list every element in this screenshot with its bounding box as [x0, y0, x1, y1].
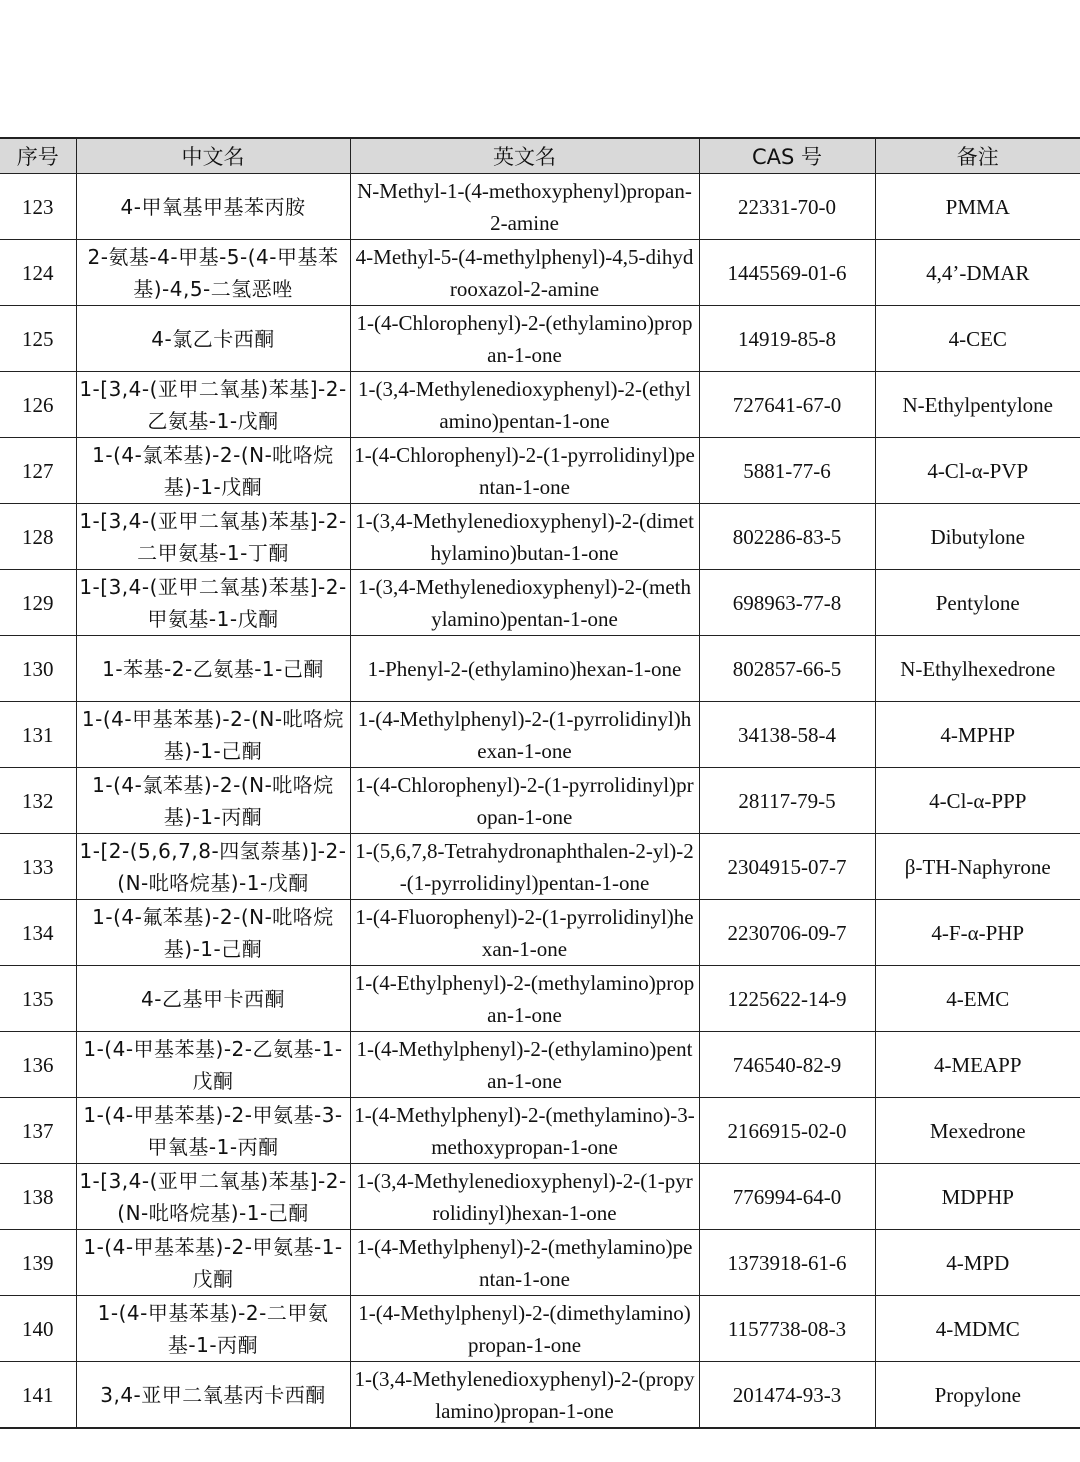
cell-serial-number: 127 [0, 438, 76, 504]
cell-chinese-name: 1-(4-甲基苯基)-2-二甲氨基-1-丙酮 [76, 1296, 350, 1362]
cell-serial-number: 124 [0, 240, 76, 306]
cell-serial-number: 138 [0, 1164, 76, 1230]
cell-remarks: Propylone [875, 1362, 1080, 1429]
cell-chinese-name: 4-甲氧基甲基苯丙胺 [76, 174, 350, 240]
cell-cas-number: 34138-58-4 [699, 702, 875, 768]
cell-serial-number: 136 [0, 1032, 76, 1098]
table-row [0, 1098, 1080, 1164]
substance-table [0, 137, 1080, 1429]
cell-serial-number: 135 [0, 966, 76, 1032]
cell-chinese-name: 1-[2-(5,6,7,8-四氢萘基)]-2-(N-吡咯烷基)-1-戊酮 [76, 834, 350, 900]
table-row [0, 702, 1080, 768]
cell-chinese-name: 1-[3,4-(亚甲二氧基)苯基]-2-(N-吡咯烷基)-1-己酮 [76, 1164, 350, 1230]
cell-serial-number: 123 [0, 174, 76, 240]
table-row [0, 240, 1080, 306]
cell-serial-number: 140 [0, 1296, 76, 1362]
cell-english-name: 1-(4-Fluorophenyl)-2-(1-pyrrolidinyl)hexan-1-one [350, 900, 699, 966]
cell-serial-number: 141 [0, 1362, 76, 1429]
cell-remarks: Mexedrone [875, 1098, 1080, 1164]
cell-serial-number: 137 [0, 1098, 76, 1164]
cell-cas-number: 22331-70-0 [699, 174, 875, 240]
cell-remarks: Pentylone [875, 570, 1080, 636]
cell-cas-number: 1157738-08-3 [699, 1296, 875, 1362]
table-row [0, 570, 1080, 636]
cell-cas-number: 746540-82-9 [699, 1032, 875, 1098]
cell-remarks: 4-MPHP [875, 702, 1080, 768]
cell-serial-number: 132 [0, 768, 76, 834]
cell-remarks: 4-MPD [875, 1230, 1080, 1296]
cell-remarks: 4,4’-DMAR [875, 240, 1080, 306]
header-serial-number: 序号 [0, 138, 76, 174]
table-row [0, 1296, 1080, 1362]
header-chinese-name: 中文名 [76, 138, 350, 174]
table-row [0, 900, 1080, 966]
cell-remarks: Dibutylone [875, 504, 1080, 570]
cell-cas-number: 2304915-07-7 [699, 834, 875, 900]
cell-english-name: 1-(4-Chlorophenyl)-2-(1-pyrrolidinyl)pentan-1-one [350, 438, 699, 504]
cell-serial-number: 129 [0, 570, 76, 636]
cell-remarks: 4-Cl-α-PVP [875, 438, 1080, 504]
cell-english-name: 1-(3,4-Methylenedioxyphenyl)-2-(1-pyrrolidinyl)hexan-1-one [350, 1164, 699, 1230]
cell-chinese-name: 1-(4-甲基苯基)-2-甲氨基-1-戊酮 [76, 1230, 350, 1296]
cell-english-name: 1-(5,6,7,8-Tetrahydronaphthalen-2-yl)-2-(1-pyrrolidinyl)pentan-1-one [350, 834, 699, 900]
cell-remarks: 4-EMC [875, 966, 1080, 1032]
cell-english-name: 1-(4-Methylphenyl)-2-(dimethylamino)propan-1-one [350, 1296, 699, 1362]
cell-remarks: β-TH-Naphyrone [875, 834, 1080, 900]
cell-cas-number: 5881-77-6 [699, 438, 875, 504]
substance-table-container [0, 137, 1080, 1429]
cell-serial-number: 125 [0, 306, 76, 372]
cell-chinese-name: 1-(4-氟苯基)-2-(N-吡咯烷基)-1-己酮 [76, 900, 350, 966]
table-row [0, 1164, 1080, 1230]
cell-english-name: 1-(3,4-Methylenedioxyphenyl)-2-(ethylamino)pentan-1-one [350, 372, 699, 438]
cell-serial-number: 134 [0, 900, 76, 966]
cell-chinese-name: 1-(4-甲基苯基)-2-甲氨基-3-甲氧基-1-丙酮 [76, 1098, 350, 1164]
cell-english-name: 1-Phenyl-2-(ethylamino)hexan-1-one [350, 636, 699, 702]
table-body [0, 174, 1080, 1429]
cell-cas-number: 2166915-02-0 [699, 1098, 875, 1164]
header-cas-number: CAS 号 [699, 138, 875, 174]
cell-serial-number: 128 [0, 504, 76, 570]
cell-chinese-name: 2-氨基-4-甲基-5-(4-甲基苯基)-4,5-二氢恶唑 [76, 240, 350, 306]
cell-chinese-name: 1-[3,4-(亚甲二氧基)苯基]-2-二甲氨基-1-丁酮 [76, 504, 350, 570]
table-row [0, 174, 1080, 240]
cell-cas-number: 776994-64-0 [699, 1164, 875, 1230]
cell-serial-number: 126 [0, 372, 76, 438]
cell-english-name: 1-(4-Ethylphenyl)-2-(methylamino)propan-1-one [350, 966, 699, 1032]
cell-english-name: 1-(4-Chlorophenyl)-2-(1-pyrrolidinyl)propan-1-one [350, 768, 699, 834]
cell-cas-number: 802286-83-5 [699, 504, 875, 570]
cell-cas-number: 28117-79-5 [699, 768, 875, 834]
cell-serial-number: 130 [0, 636, 76, 702]
cell-chinese-name: 1-(4-甲基苯基)-2-(N-吡咯烷基)-1-己酮 [76, 702, 350, 768]
cell-serial-number: 131 [0, 702, 76, 768]
table-row [0, 372, 1080, 438]
header-row [0, 138, 1080, 174]
cell-english-name: N-Methyl-1-(4-methoxyphenyl)propan-2-amine [350, 174, 699, 240]
cell-cas-number: 1373918-61-6 [699, 1230, 875, 1296]
cell-english-name: 1-(3,4-Methylenedioxyphenyl)-2-(propylamino)propan-1-one [350, 1362, 699, 1429]
table-row [0, 834, 1080, 900]
cell-cas-number: 727641-67-0 [699, 372, 875, 438]
cell-english-name: 1-(4-Methylphenyl)-2-(methylamino)-3-methoxypropan-1-one [350, 1098, 699, 1164]
cell-english-name: 1-(4-Methylphenyl)-2-(1-pyrrolidinyl)hexan-1-one [350, 702, 699, 768]
cell-english-name: 1-(4-Methylphenyl)-2-(methylamino)pentan-1-one [350, 1230, 699, 1296]
cell-chinese-name: 1-(4-氯苯基)-2-(N-吡咯烷基)-1-戊酮 [76, 438, 350, 504]
table-row [0, 438, 1080, 504]
table-row [0, 1230, 1080, 1296]
table-row [0, 768, 1080, 834]
cell-cas-number: 698963-77-8 [699, 570, 875, 636]
cell-remarks: 4-MDMC [875, 1296, 1080, 1362]
table-row [0, 1032, 1080, 1098]
cell-remarks: 4-MEAPP [875, 1032, 1080, 1098]
cell-cas-number: 1225622-14-9 [699, 966, 875, 1032]
cell-chinese-name: 1-[3,4-(亚甲二氧基)苯基]-2-乙氨基-1-戊酮 [76, 372, 350, 438]
table-row [0, 306, 1080, 372]
cell-chinese-name: 1-(4-氯苯基)-2-(N-吡咯烷基)-1-丙酮 [76, 768, 350, 834]
cell-cas-number: 802857-66-5 [699, 636, 875, 702]
cell-chinese-name: 3,4-亚甲二氧基丙卡西酮 [76, 1362, 350, 1429]
table-row [0, 504, 1080, 570]
cell-chinese-name: 4-乙基甲卡西酮 [76, 966, 350, 1032]
cell-cas-number: 14919-85-8 [699, 306, 875, 372]
table-row [0, 636, 1080, 702]
header-remarks: 备注 [875, 138, 1080, 174]
cell-english-name: 1-(3,4-Methylenedioxyphenyl)-2-(dimethylamino)butan-1-one [350, 504, 699, 570]
cell-english-name: 1-(3,4-Methylenedioxyphenyl)-2-(methylamino)pentan-1-one [350, 570, 699, 636]
cell-remarks: PMMA [875, 174, 1080, 240]
cell-remarks: MDPHP [875, 1164, 1080, 1230]
cell-remarks: 4-Cl-α-PPP [875, 768, 1080, 834]
cell-serial-number: 133 [0, 834, 76, 900]
header-english-name: 英文名 [350, 138, 699, 174]
cell-cas-number: 1445569-01-6 [699, 240, 875, 306]
cell-english-name: 4-Methyl-5-(4-methylphenyl)-4,5-dihydrooxazol-2-amine [350, 240, 699, 306]
cell-remarks: N-Ethylpentylone [875, 372, 1080, 438]
table-row [0, 966, 1080, 1032]
cell-cas-number: 2230706-09-7 [699, 900, 875, 966]
cell-chinese-name: 1-(4-甲基苯基)-2-乙氨基-1-戊酮 [76, 1032, 350, 1098]
cell-cas-number: 201474-93-3 [699, 1362, 875, 1429]
cell-remarks: 4-F-α-PHP [875, 900, 1080, 966]
cell-serial-number: 139 [0, 1230, 76, 1296]
cell-english-name: 1-(4-Chlorophenyl)-2-(ethylamino)propan-1-one [350, 306, 699, 372]
cell-chinese-name: 1-[3,4-(亚甲二氧基)苯基]-2-甲氨基-1-戊酮 [76, 570, 350, 636]
table-row [0, 1362, 1080, 1429]
table-header [0, 138, 1080, 174]
cell-chinese-name: 1-苯基-2-乙氨基-1-己酮 [76, 636, 350, 702]
cell-chinese-name: 4-氯乙卡西酮 [76, 306, 350, 372]
cell-remarks: N-Ethylhexedrone [875, 636, 1080, 702]
cell-english-name: 1-(4-Methylphenyl)-2-(ethylamino)pentan-1-one [350, 1032, 699, 1098]
cell-remarks: 4-CEC [875, 306, 1080, 372]
